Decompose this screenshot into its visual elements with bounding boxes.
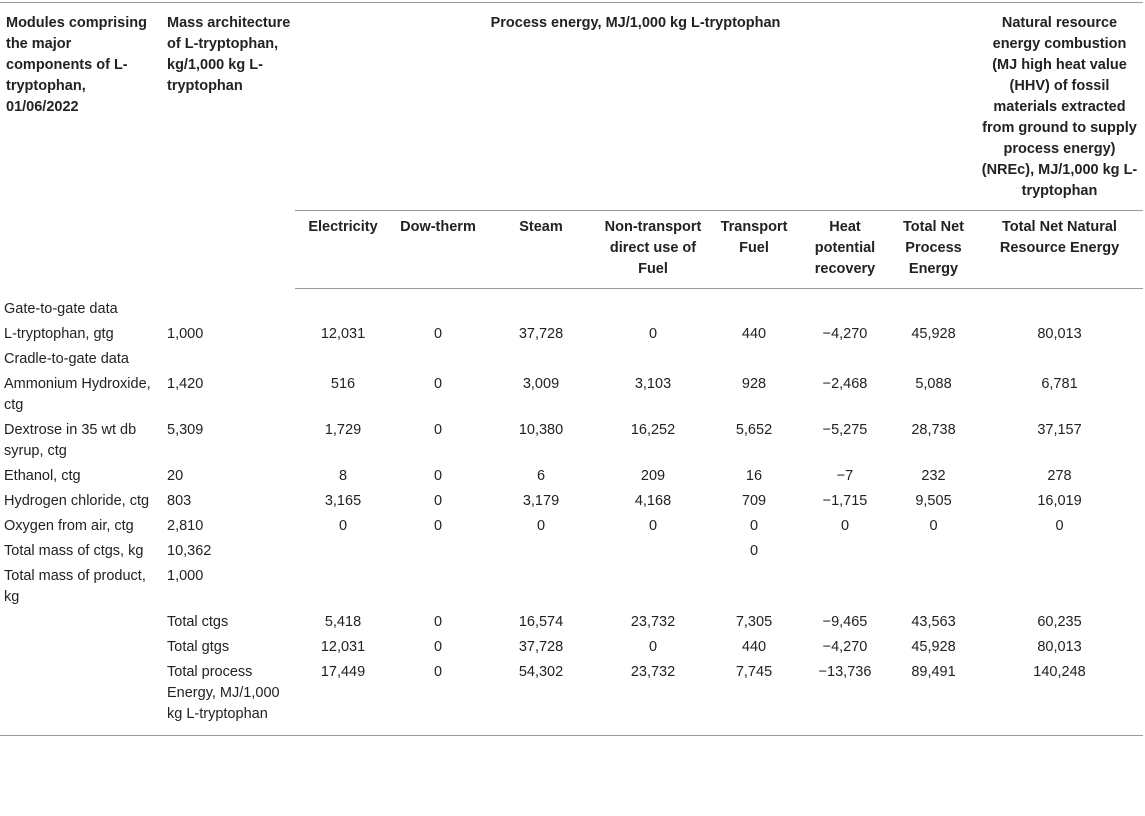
header-steam: Steam bbox=[485, 211, 597, 289]
row-mass: Total process Energy, MJ/1,000 kg L-tryptophan bbox=[161, 660, 295, 736]
value-cell: 1,729 bbox=[324, 422, 362, 438]
value-cell: 0 bbox=[433, 376, 443, 392]
value-cell: 37,728 bbox=[518, 639, 564, 655]
value-cell: 4,168 bbox=[634, 493, 672, 509]
row-label bbox=[0, 610, 161, 635]
row-label: Total mass of product, kg bbox=[4, 568, 146, 605]
section-row bbox=[0, 347, 1143, 372]
row-label bbox=[0, 660, 161, 736]
value-cell: 12,031 bbox=[320, 639, 366, 655]
value-cell: −7 bbox=[836, 468, 854, 484]
row-mass: 803 bbox=[167, 493, 192, 509]
value-cell: 0 bbox=[536, 518, 546, 534]
value-cell bbox=[976, 564, 1143, 610]
row-mass: 20 bbox=[167, 468, 184, 484]
section-row bbox=[0, 289, 1143, 323]
value-cell: 3,009 bbox=[522, 376, 560, 392]
value-cell: 7,305 bbox=[735, 614, 773, 630]
value-cell: 0 bbox=[391, 660, 485, 736]
row-label: Ethanol, ctg bbox=[4, 468, 81, 484]
value-cell: 0 bbox=[433, 614, 443, 630]
value-cell: 8 bbox=[338, 468, 348, 484]
value-cell: 10,380 bbox=[518, 422, 564, 438]
value-cell bbox=[891, 539, 976, 564]
value-cell: 0 bbox=[749, 518, 759, 534]
header-modules: Modules comprising the major components of L-tryptophan, 01/06/2022 bbox=[0, 3, 161, 289]
row-mass: 10,362 bbox=[167, 543, 212, 559]
value-cell: 89,491 bbox=[891, 660, 976, 736]
value-cell: 23,732 bbox=[630, 614, 676, 630]
row-label: Total mass of ctgs, kg bbox=[4, 543, 144, 559]
value-cell: 7,745 bbox=[709, 660, 799, 736]
value-cell: 3,103 bbox=[634, 376, 672, 392]
value-cell: −5,275 bbox=[822, 422, 868, 438]
value-cell bbox=[485, 539, 597, 564]
table-row bbox=[0, 564, 1143, 610]
table-row bbox=[0, 660, 1143, 736]
value-cell: 3,165 bbox=[324, 493, 362, 509]
table-row bbox=[0, 322, 1143, 347]
value-cell: 140,248 bbox=[976, 660, 1143, 736]
row-label bbox=[0, 635, 161, 660]
table-body bbox=[0, 289, 1143, 736]
value-cell: 17,449 bbox=[295, 660, 391, 736]
value-cell bbox=[295, 564, 391, 610]
value-cell: 0 bbox=[648, 639, 658, 655]
value-cell: 60,235 bbox=[1037, 614, 1082, 630]
value-cell bbox=[799, 564, 891, 610]
value-cell bbox=[391, 539, 485, 564]
value-cell: 6 bbox=[536, 468, 546, 484]
table-row bbox=[0, 489, 1143, 514]
header-dow-therm: Dow-therm bbox=[391, 211, 485, 289]
value-cell: 440 bbox=[741, 639, 767, 655]
row-mass: Total ctgs bbox=[167, 614, 229, 630]
value-cell: 0 bbox=[433, 422, 443, 438]
value-cell bbox=[976, 539, 1143, 564]
value-cell bbox=[597, 539, 709, 564]
section-label: Cradle-to-gate data bbox=[4, 351, 129, 367]
value-cell: 16,019 bbox=[1037, 493, 1082, 509]
value-cell bbox=[485, 564, 597, 610]
header-process-energy: Process energy, MJ/1,000 kg L-tryptophan bbox=[295, 3, 976, 211]
value-cell: 928 bbox=[741, 376, 767, 392]
section-label: Gate-to-gate data bbox=[4, 301, 118, 317]
row-label: Dextrose in 35 wt db syrup, ctg bbox=[4, 422, 137, 459]
header-mass: Mass architecture of L-tryptophan, kg/1,000 kg L-tryptophan bbox=[161, 3, 295, 289]
table-row bbox=[0, 610, 1143, 635]
value-cell: −1,715 bbox=[822, 493, 868, 509]
row-mass: 1,000 bbox=[167, 568, 204, 584]
value-cell: 440 bbox=[741, 326, 767, 342]
row-label: Hydrogen chloride, ctg bbox=[4, 493, 150, 509]
value-cell: 5,418 bbox=[324, 614, 362, 630]
value-cell: 0 bbox=[1055, 518, 1064, 534]
value-cell: 16 bbox=[745, 468, 763, 484]
table-row bbox=[0, 372, 1143, 418]
value-cell: 80,013 bbox=[1037, 326, 1082, 342]
value-cell: 16,574 bbox=[518, 614, 564, 630]
header-total-net-natural: Total Net Natural Resource Energy bbox=[976, 211, 1143, 289]
value-cell bbox=[597, 564, 709, 610]
value-cell: 37,157 bbox=[1037, 422, 1082, 438]
value-cell: 0 bbox=[433, 493, 443, 509]
value-cell: 0 bbox=[433, 518, 443, 534]
row-mass: 1,000 bbox=[167, 326, 204, 342]
value-cell: 209 bbox=[640, 468, 666, 484]
value-cell: 37,728 bbox=[518, 326, 564, 342]
value-cell: 278 bbox=[1047, 468, 1072, 484]
value-cell: 0 bbox=[648, 518, 658, 534]
row-label: L-tryptophan, gtg bbox=[4, 326, 114, 342]
value-cell: 0 bbox=[648, 326, 658, 342]
row-label: Ammonium Hydroxide, ctg bbox=[4, 376, 151, 413]
value-cell: 54,302 bbox=[485, 660, 597, 736]
row-label: Oxygen from air, ctg bbox=[4, 518, 134, 534]
row-mass: Total gtgs bbox=[167, 639, 230, 655]
value-cell: 3,179 bbox=[522, 493, 560, 509]
table-row bbox=[0, 514, 1143, 539]
value-cell bbox=[391, 564, 485, 610]
value-cell bbox=[799, 539, 891, 564]
table-row bbox=[0, 464, 1143, 489]
value-cell: −4,270 bbox=[822, 326, 868, 342]
value-cell: 709 bbox=[741, 493, 767, 509]
value-cell: 516 bbox=[330, 376, 356, 392]
value-cell: 5,652 bbox=[735, 422, 773, 438]
value-cell: 0 bbox=[338, 518, 348, 534]
value-cell: 232 bbox=[921, 468, 946, 484]
row-mass: 2,810 bbox=[167, 518, 204, 534]
value-cell: 16,252 bbox=[630, 422, 676, 438]
value-cell: 6,781 bbox=[1041, 376, 1078, 392]
value-cell: 0 bbox=[929, 518, 938, 534]
value-cell: −4,270 bbox=[822, 639, 868, 655]
header-non-transport-fuel: Non-transport direct use of Fuel bbox=[597, 211, 709, 289]
value-cell: 0 bbox=[433, 639, 443, 655]
value-cell: 45,928 bbox=[911, 639, 956, 655]
value-cell: 12,031 bbox=[320, 326, 366, 342]
value-cell: 80,013 bbox=[1037, 639, 1082, 655]
row-mass: 5,309 bbox=[167, 422, 204, 438]
header-heat-recovery: Heat potential recovery bbox=[799, 211, 891, 289]
value-cell: 23,732 bbox=[597, 660, 709, 736]
table-row bbox=[0, 635, 1143, 660]
value-cell: −13,736 bbox=[799, 660, 891, 736]
value-cell: 5,088 bbox=[915, 376, 952, 392]
header-transport-fuel: Transport Fuel bbox=[709, 211, 799, 289]
value-cell: 0 bbox=[840, 518, 850, 534]
value-cell: −9,465 bbox=[822, 614, 868, 630]
value-cell bbox=[709, 564, 799, 610]
header-total-net-process: Total Net Process Energy bbox=[891, 211, 976, 289]
value-cell: 0 bbox=[433, 326, 443, 342]
table-row bbox=[0, 418, 1143, 464]
value-cell: 45,928 bbox=[911, 326, 956, 342]
value-cell: −2,468 bbox=[822, 376, 868, 392]
energy-table bbox=[0, 2, 1143, 736]
row-mass: 1,420 bbox=[167, 376, 204, 392]
table-row bbox=[0, 539, 1143, 564]
value-cell: 28,738 bbox=[911, 422, 956, 438]
value-cell: 0 bbox=[433, 468, 443, 484]
header-natural-resource: Natural resource energy combustion (MJ high heat value (HHV) of fossil materials extracted from ground to supply process energy) (NREc), MJ/1,000 kg L-tryptophan bbox=[976, 3, 1143, 211]
value-cell bbox=[295, 539, 391, 564]
value-cell bbox=[891, 564, 976, 610]
value-cell: 43,563 bbox=[911, 614, 956, 630]
header-electricity: Electricity bbox=[295, 211, 391, 289]
value-cell: 0 bbox=[749, 543, 759, 559]
value-cell: 9,505 bbox=[915, 493, 952, 509]
